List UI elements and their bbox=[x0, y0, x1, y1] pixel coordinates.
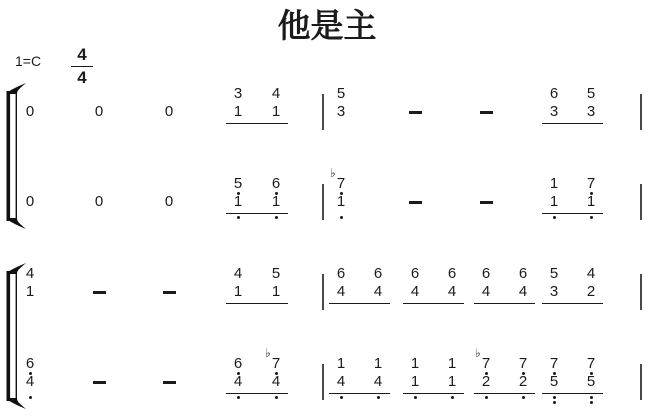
chord-note-column bbox=[18, 266, 42, 318]
chord-note-column bbox=[226, 86, 250, 138]
eighth-note-beam bbox=[226, 123, 288, 125]
chord-note-column bbox=[264, 266, 288, 318]
note-number-upper: 6 bbox=[410, 265, 420, 282]
note-number-lower: 1 bbox=[271, 193, 281, 210]
eighth-note-beam bbox=[403, 303, 464, 305]
held-note-dash bbox=[409, 201, 422, 204]
eighth-note-beam bbox=[542, 123, 603, 125]
rest-note: 0 bbox=[164, 103, 174, 120]
octave-dot-lower bbox=[340, 216, 343, 219]
barline bbox=[640, 184, 642, 220]
rest-note: 0 bbox=[94, 103, 104, 120]
note-number-upper: 5 bbox=[233, 175, 243, 192]
rest-note: 0 bbox=[164, 193, 174, 210]
note-number-lower: 1 bbox=[586, 193, 596, 210]
note-number-lower: 1 bbox=[336, 193, 346, 210]
chord-note-column bbox=[511, 266, 535, 318]
time-signature bbox=[69, 45, 95, 88]
octave-dot-lower bbox=[553, 216, 556, 219]
note-number-upper: 7 bbox=[549, 355, 559, 372]
chord-note-column bbox=[226, 266, 250, 318]
note-number-upper: 7 bbox=[336, 175, 346, 192]
time-signature-denominator: 4 bbox=[77, 68, 87, 87]
note-number-upper: 1 bbox=[373, 355, 383, 372]
note-number-upper: 7 bbox=[586, 175, 596, 192]
rest-note: 0 bbox=[94, 193, 104, 210]
chord-note-column bbox=[579, 86, 603, 138]
chord-note-column bbox=[579, 356, 603, 408]
flat-sign: ♭ bbox=[265, 346, 271, 360]
eighth-note-beam bbox=[226, 303, 288, 305]
beamed-note-pair bbox=[226, 266, 288, 318]
chord-note-column bbox=[226, 356, 250, 408]
note-number-lower: 3 bbox=[586, 103, 596, 120]
note-number-lower: 1 bbox=[25, 283, 35, 300]
octave-dot-lower bbox=[590, 216, 593, 219]
chord-note-column bbox=[329, 166, 353, 228]
octave-dot-lower bbox=[340, 396, 343, 399]
chord-note-column bbox=[366, 356, 390, 408]
beamed-note-pair bbox=[403, 266, 464, 318]
beamed-note-pair bbox=[403, 356, 464, 408]
chord-note-column bbox=[329, 356, 353, 408]
beamed-note-pair bbox=[474, 266, 535, 318]
eighth-note-beam bbox=[542, 303, 603, 305]
octave-dot-lower bbox=[553, 396, 556, 399]
chord-note-column bbox=[329, 266, 353, 318]
chord-note-column bbox=[474, 266, 498, 318]
chord-note-column bbox=[579, 176, 603, 228]
held-note-dash bbox=[93, 381, 106, 384]
note-number-upper: 6 bbox=[518, 265, 528, 282]
chord-note-column bbox=[226, 176, 250, 228]
note-number-lower: 4 bbox=[271, 373, 281, 390]
eighth-note-beam bbox=[474, 393, 535, 395]
chord-note-column bbox=[474, 346, 498, 408]
chord-note-column bbox=[264, 346, 288, 408]
note-number-upper: 1 bbox=[410, 355, 420, 372]
key-signature: 1=C bbox=[15, 53, 42, 69]
eighth-note-beam bbox=[226, 393, 288, 395]
note-number-lower: 2 bbox=[586, 283, 596, 300]
octave-dot-lower bbox=[485, 396, 488, 399]
note-number-lower: 1 bbox=[271, 283, 281, 300]
chord-note-column bbox=[542, 266, 566, 318]
chord-note-column bbox=[542, 176, 566, 228]
time-signature-numerator: 4 bbox=[77, 45, 87, 64]
eighth-note-beam bbox=[329, 303, 390, 305]
octave-dot-lower bbox=[275, 396, 278, 399]
note-number-upper: 1 bbox=[336, 355, 346, 372]
note-number-lower: 4 bbox=[336, 283, 346, 300]
chord-note-column bbox=[264, 86, 288, 138]
flat-sign: ♭ bbox=[475, 346, 481, 360]
beamed-note-pair bbox=[226, 176, 288, 228]
beamed-note-pair bbox=[542, 86, 603, 138]
note-number-lower: 2 bbox=[481, 373, 491, 390]
barline bbox=[640, 94, 642, 130]
chord-note-column bbox=[440, 266, 464, 318]
rest-note: 0 bbox=[25, 103, 35, 120]
note-number-upper: 6 bbox=[336, 265, 346, 282]
note-number-upper: 7 bbox=[481, 355, 491, 372]
note-number-upper: 4 bbox=[233, 265, 243, 282]
chord-note-column bbox=[366, 266, 390, 318]
octave-dot-lower bbox=[29, 396, 32, 399]
held-note-dash bbox=[163, 381, 176, 384]
note-number-upper: 7 bbox=[586, 355, 596, 372]
octave-dot-lower bbox=[522, 396, 525, 399]
beamed-note-pair bbox=[226, 346, 288, 408]
note-number-upper: 5 bbox=[271, 265, 281, 282]
barline bbox=[322, 364, 324, 400]
octave-dot-lower bbox=[237, 396, 240, 399]
beamed-note-pair bbox=[329, 356, 390, 408]
held-note-dash bbox=[480, 201, 493, 204]
held-note-dash bbox=[163, 291, 176, 294]
chord-note-column bbox=[440, 356, 464, 408]
chord bbox=[329, 86, 353, 138]
note-number-lower: 4 bbox=[25, 373, 35, 390]
note-number-lower: 1 bbox=[271, 103, 281, 120]
note-number-upper: 1 bbox=[549, 175, 559, 192]
note-number-upper: 4 bbox=[586, 265, 596, 282]
octave-dot-lower bbox=[553, 401, 556, 404]
chord-note-column bbox=[264, 176, 288, 228]
chord-note-column bbox=[511, 356, 535, 408]
note-number-lower: 4 bbox=[447, 283, 457, 300]
octave-dot-lower bbox=[451, 396, 454, 399]
chord bbox=[18, 266, 42, 318]
held-note-dash bbox=[480, 111, 493, 114]
note-number-lower: 4 bbox=[373, 283, 383, 300]
octave-dot-lower bbox=[275, 216, 278, 219]
octave-dot-lower bbox=[414, 396, 417, 399]
note-number-lower: 5 bbox=[549, 373, 559, 390]
note-number-lower: 1 bbox=[410, 373, 420, 390]
time-signature-fraction-bar bbox=[71, 66, 93, 67]
page-title: 他是主 bbox=[277, 9, 377, 45]
note-number-lower: 3 bbox=[549, 283, 559, 300]
note-number-upper: 7 bbox=[518, 355, 528, 372]
octave-dot-lower bbox=[590, 401, 593, 404]
note-number-upper: 5 bbox=[336, 85, 346, 102]
note-number-upper: 3 bbox=[233, 85, 243, 102]
eighth-note-beam bbox=[226, 213, 288, 215]
note-number-lower: 2 bbox=[518, 373, 528, 390]
beamed-note-pair bbox=[542, 266, 603, 318]
note-number-lower: 1 bbox=[447, 373, 457, 390]
chord-note-column bbox=[403, 356, 427, 408]
chord bbox=[18, 356, 42, 408]
eighth-note-beam bbox=[542, 213, 603, 215]
beamed-note-pair bbox=[542, 356, 603, 408]
note-number-upper: 6 bbox=[481, 265, 491, 282]
chord-note-column bbox=[329, 86, 353, 138]
chord-note-column bbox=[542, 86, 566, 138]
note-number-lower: 4 bbox=[481, 283, 491, 300]
note-number-upper: 4 bbox=[271, 85, 281, 102]
note-number-upper: 1 bbox=[447, 355, 457, 372]
beamed-note-pair bbox=[329, 266, 390, 318]
barline bbox=[322, 94, 324, 130]
note-number-lower: 3 bbox=[549, 103, 559, 120]
eighth-note-beam bbox=[474, 303, 535, 305]
chord-note-column bbox=[579, 266, 603, 318]
note-number-lower: 4 bbox=[518, 283, 528, 300]
rest-note: 0 bbox=[25, 193, 35, 210]
barline bbox=[322, 184, 324, 220]
note-number-lower: 1 bbox=[549, 193, 559, 210]
beamed-note-pair bbox=[542, 176, 603, 228]
eighth-note-beam bbox=[403, 393, 464, 395]
note-number-lower: 1 bbox=[233, 103, 243, 120]
octave-dot-lower bbox=[590, 396, 593, 399]
chord bbox=[329, 166, 353, 228]
note-number-lower: 3 bbox=[336, 103, 346, 120]
note-number-lower: 1 bbox=[233, 283, 243, 300]
barline bbox=[640, 274, 642, 310]
note-number-lower: 4 bbox=[336, 373, 346, 390]
chord-note-column bbox=[403, 266, 427, 318]
note-number-upper: 6 bbox=[25, 355, 35, 372]
eighth-note-beam bbox=[329, 393, 390, 395]
octave-dot-lower bbox=[237, 216, 240, 219]
flat-sign: ♭ bbox=[330, 166, 336, 180]
note-number-lower: 4 bbox=[373, 373, 383, 390]
note-number-upper: 6 bbox=[549, 85, 559, 102]
held-note-dash bbox=[409, 111, 422, 114]
octave-dot-lower bbox=[377, 396, 380, 399]
note-number-lower: 4 bbox=[233, 373, 243, 390]
note-number-upper: 5 bbox=[586, 85, 596, 102]
barline bbox=[640, 364, 642, 400]
note-number-upper: 5 bbox=[549, 265, 559, 282]
note-number-lower: 4 bbox=[410, 283, 420, 300]
note-number-upper: 4 bbox=[25, 265, 35, 282]
barline bbox=[322, 274, 324, 310]
note-number-lower: 1 bbox=[233, 193, 243, 210]
chord-note-column bbox=[18, 356, 42, 408]
note-number-upper: 6 bbox=[233, 355, 243, 372]
chord-note-column bbox=[542, 356, 566, 408]
note-number-upper: 7 bbox=[271, 355, 281, 372]
held-note-dash bbox=[93, 291, 106, 294]
note-number-lower: 5 bbox=[586, 373, 596, 390]
eighth-note-beam bbox=[542, 393, 603, 395]
beamed-note-pair bbox=[474, 346, 535, 408]
note-number-upper: 6 bbox=[447, 265, 457, 282]
beamed-note-pair bbox=[226, 86, 288, 138]
note-number-upper: 6 bbox=[373, 265, 383, 282]
note-number-upper: 6 bbox=[271, 175, 281, 192]
